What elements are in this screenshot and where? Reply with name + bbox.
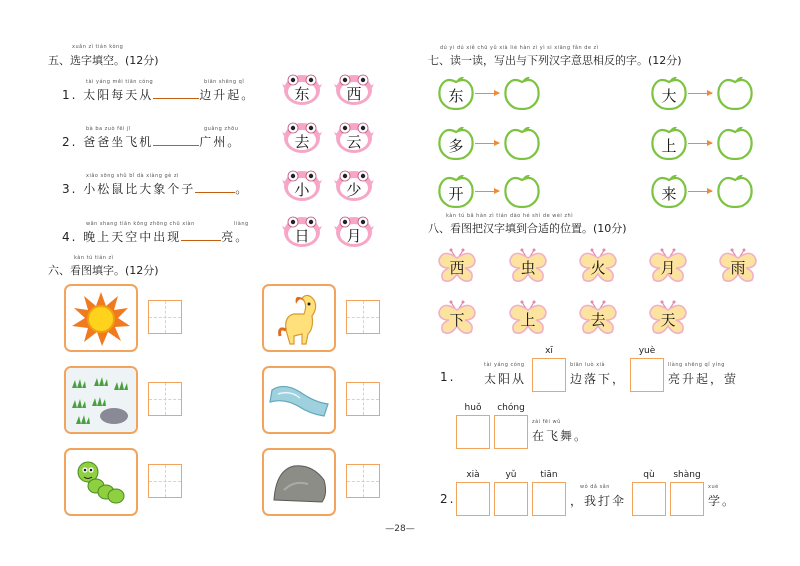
caterpillar-picture — [64, 448, 138, 516]
s5-question-3: 3. 小松鼠比大象个子 。 — [62, 182, 250, 196]
choice-fish[interactable] — [334, 212, 374, 248]
q2-answer-box-1[interactable] — [456, 482, 490, 516]
river-picture — [262, 366, 336, 434]
s8-q2-text-1: ，我打伞 — [570, 494, 627, 508]
s6-title: 六、看图填字。(12分) — [48, 264, 159, 277]
butterfly-card[interactable] — [437, 246, 477, 284]
butterfly-card[interactable] — [508, 246, 548, 284]
horse-picture — [262, 284, 336, 352]
s5-question-1: 1. 太阳每天从 边升起。 — [62, 88, 256, 102]
s5-title-pinyin: xuǎn zì tián kòng — [72, 44, 124, 50]
butterfly-character: 下 — [449, 311, 465, 329]
q1-answer-box-2[interactable] — [630, 358, 664, 392]
s8-q1-number: 1. — [440, 370, 456, 384]
s8-q1-text-3: 亮升起，萤 — [668, 372, 739, 386]
grass-icon — [66, 368, 136, 432]
q1-answer-box-1[interactable] — [532, 358, 566, 392]
page-number: —28— — [385, 524, 415, 534]
butterfly-character: 虫 — [520, 259, 536, 277]
q2-answer-box-3[interactable] — [532, 482, 566, 516]
arrow-icon — [475, 93, 499, 94]
apple-answer[interactable] — [716, 126, 754, 160]
butterfly-card[interactable] — [508, 298, 548, 336]
butterfly-card[interactable] — [648, 298, 688, 336]
choice-character: 云 — [346, 133, 362, 151]
s8-q1-text-4: 在飞舞。 — [532, 429, 589, 443]
s5-question-2: 2. 爸爸坐飞机 广州。 — [62, 135, 242, 149]
s7-title: 七、读一读，写出与下列汉字意思相反的字。(12分) — [428, 54, 682, 67]
s8-q1-text-2: 边落下， — [570, 372, 627, 386]
horse-icon — [264, 286, 334, 350]
q2-answer-box-4[interactable] — [632, 482, 666, 516]
answer-blank[interactable] — [181, 230, 221, 241]
butterfly-character: 雨 — [730, 259, 746, 277]
s8-q2-text-2: 学。 — [708, 494, 737, 508]
butterfly-card[interactable] — [437, 298, 477, 336]
answer-blank[interactable] — [195, 182, 235, 193]
apple-character: 多 — [448, 137, 464, 155]
butterfly-character: 月 — [660, 259, 676, 277]
sun-icon — [66, 286, 136, 350]
s8-q1-text-1: 太阳从 — [484, 372, 527, 386]
apple-character: 大 — [661, 87, 677, 105]
choice-character: 月 — [346, 227, 362, 245]
answer-grid-rock[interactable] — [346, 464, 380, 498]
apple-given — [650, 76, 688, 110]
butterfly-card[interactable] — [578, 246, 618, 284]
apple-answer[interactable] — [716, 76, 754, 110]
choice-fish[interactable] — [334, 166, 374, 202]
butterfly-character: 西 — [449, 259, 465, 277]
apple-character: 来 — [661, 185, 677, 203]
rock-picture — [262, 448, 336, 516]
caterpillar-icon — [66, 450, 136, 514]
apple-answer[interactable] — [716, 174, 754, 208]
choice-character: 日 — [294, 227, 310, 245]
choice-fish[interactable] — [282, 70, 322, 106]
choice-fish[interactable] — [282, 212, 322, 248]
choice-fish[interactable] — [334, 118, 374, 154]
choice-character: 少 — [346, 181, 362, 199]
apple-character: 开 — [448, 185, 464, 203]
apple-given — [650, 126, 688, 160]
grass-picture — [64, 366, 138, 434]
s5-title: 五、选字填空。(12分) — [48, 54, 159, 67]
apple-character: 上 — [661, 137, 677, 155]
q1-answer-box-3[interactable] — [456, 415, 490, 449]
choice-fish[interactable] — [282, 118, 322, 154]
answer-grid-caterpillar[interactable] — [148, 464, 182, 498]
apple-given — [437, 126, 475, 160]
choice-character: 东 — [294, 85, 310, 103]
choice-character: 去 — [294, 133, 310, 151]
answer-blank[interactable] — [153, 88, 199, 99]
butterfly-character: 火 — [590, 259, 606, 277]
butterfly-card[interactable] — [578, 298, 618, 336]
river-icon — [264, 368, 334, 432]
q1-answer-box-4[interactable] — [494, 415, 528, 449]
choice-character: 西 — [346, 85, 362, 103]
s8-title: 八、看图把汉字填到合适的位置。(10分) — [428, 222, 627, 235]
apple-answer[interactable] — [503, 126, 541, 160]
choice-fish[interactable] — [334, 70, 374, 106]
q2-answer-box-2[interactable] — [494, 482, 528, 516]
apple-character: 东 — [448, 87, 464, 105]
answer-grid-grass[interactable] — [148, 382, 182, 416]
s8-q2-number: 2. — [440, 492, 456, 506]
choice-character: 小 — [294, 181, 310, 199]
butterfly-card[interactable] — [648, 246, 688, 284]
answer-grid-sun[interactable] — [148, 300, 182, 334]
answer-grid-river[interactable] — [346, 382, 380, 416]
butterfly-character: 去 — [590, 311, 606, 329]
apple-given — [650, 174, 688, 208]
butterfly-character: 上 — [520, 311, 536, 329]
q2-answer-box-5[interactable] — [670, 482, 704, 516]
choice-fish[interactable] — [282, 166, 322, 202]
arrow-icon — [475, 143, 499, 144]
arrow-icon — [688, 191, 712, 192]
answer-grid-horse[interactable] — [346, 300, 380, 334]
butterfly-character: 天 — [660, 311, 676, 329]
s7-title-pinyin: dú yi dú xiě chū yǔ xià liè hàn zì yì si xiāng fǎn de zì — [440, 45, 599, 51]
s5-question-4: 4. 晚上天空中出现 亮。 — [62, 230, 250, 244]
s8-title-pinyin: kàn tú bǎ hàn zì tián dào hé shì de wèi zhì — [446, 213, 574, 219]
arrow-icon — [688, 93, 712, 94]
sun-picture — [64, 284, 138, 352]
s6-title-pinyin: kàn tú tián zì — [74, 255, 114, 261]
apple-given — [437, 174, 475, 208]
apple-answer[interactable] — [503, 76, 541, 110]
rock-icon — [264, 450, 334, 514]
arrow-icon — [688, 143, 712, 144]
arrow-icon — [475, 191, 499, 192]
apple-answer[interactable] — [503, 174, 541, 208]
answer-blank[interactable] — [153, 135, 199, 146]
butterfly-card[interactable] — [718, 246, 758, 284]
apple-given — [437, 76, 475, 110]
